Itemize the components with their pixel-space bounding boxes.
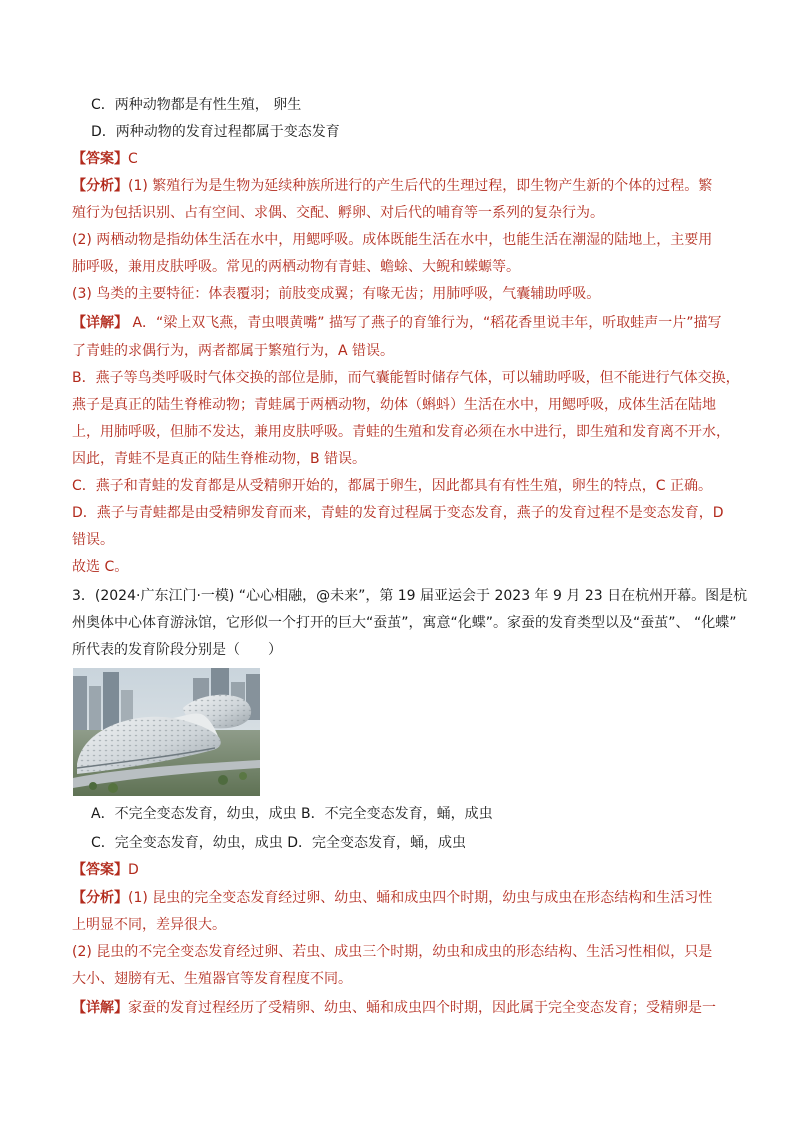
q2-conclusion: 故选 C。	[72, 559, 129, 575]
q2-analysis-3: (3) 鸟类的主要特征：体表覆羽；前肢变成翼；有喙无齿；用肺呼吸，气囊辅助呼吸。	[72, 286, 601, 302]
analysis-text: (1) 昆虫的完全变态发育经过卵、幼虫、蛹和成虫四个时期，幼虫与成虫在形态结构和生活习性	[128, 890, 713, 906]
q3-stem-2: 州奥体中心体育游泳馆，它形似一个打开的巨大“蚕茧”，寓意“化蝶”。家蚕的发育类型以及“蚕茧”、 “化蝶”	[72, 615, 737, 631]
answer-tag: 【答案】	[72, 862, 128, 878]
q3-stem-1: 3．(2024·广东江门·一模) “心心相融，@未来”，第 19 届亚运会于 2023 年 9 月 23 日在杭州开幕。图是杭	[72, 588, 748, 604]
q3-analysis-1b: 上明显不同，差异很大。	[72, 917, 226, 933]
q3-stem-3: 所代表的发育阶段分别是（ ）	[72, 642, 282, 658]
answer-tag: 【答案】	[72, 151, 128, 167]
q2-analysis-1a	[72, 176, 732, 196]
analysis-tag: 【分析】	[72, 178, 128, 194]
q2-detail-a2: 了青蛙的求偶行为，两者都属于繁殖行为，A 错误。	[72, 343, 395, 359]
q2-analysis-2a: (2) 两栖动物是指幼体生活在水中，用鳃呼吸。成体既能生活在水中，也能生活在潮湿的陆地上，主要用	[72, 232, 713, 248]
q2-detail-a1	[72, 313, 732, 333]
answer-value: C	[128, 151, 138, 167]
analysis-text: (1) 繁殖行为是生物为延续种族所进行的产生后代的生理过程，即生物产生新的个体的过程。繁	[128, 178, 713, 194]
q2-answer	[72, 149, 732, 169]
q2-detail-c: C．燕子和青蛙的发育都是从受精卵开始的，都属于卵生，因此都具有有性生殖，卵生的特点，C 正确。	[72, 478, 712, 494]
q3-options-ab: A．不完全变态发育，幼虫，成虫 B．不完全变态发育，蛹，成虫	[91, 806, 493, 822]
q3-analysis-2a: (2) 昆虫的不完全变态发育经过卵、若虫、成虫三个时期，幼虫和成虫的形态结构、生活习性相似，只是	[72, 944, 713, 960]
q2-detail-b4: 因此，青蛙不是真正的陆生脊椎动物，B 错误。	[72, 451, 367, 467]
q3-answer	[72, 860, 732, 880]
q2-detail-b1: B．燕子等鸟类呼吸时气体交换的部位是肺，而气囊能暂时储存气体，可以辅助呼吸，但不能进行气体交换，	[72, 370, 740, 386]
q3-options-cd: C．完全变态发育，幼虫，成虫 D．完全变态发育，蛹，成虫	[91, 835, 467, 851]
q2-detail-b2: 燕子是真正的陆生脊椎动物；青蛙属于两栖动物，幼体（蝌蚪）生活在水中，用鳃呼吸，成体生活在陆地	[72, 397, 716, 413]
analysis-tag: 【分析】	[72, 890, 128, 906]
stadium-photo	[73, 668, 260, 796]
detail-tag: 【详解】	[72, 315, 128, 331]
q2-detail-d1: D．燕子与青蛙都是由受精卵发育而来，青蛙的发育过程属于变态发育，燕子的发育过程不是变态发育，D	[72, 505, 724, 521]
q3-detail-1	[72, 998, 732, 1018]
q2-detail-b3: 上，用肺呼吸，但肺不发达，兼用皮肤呼吸。青蛙的生殖和发育必须在水中进行，即生殖和发育离不开水，	[72, 424, 730, 440]
q2-option-c: C．两种动物都是有性生殖， 卵生	[91, 97, 302, 113]
detail-text: 家蚕的发育过程经历了受精卵、幼虫、蛹和成虫四个时期，因此属于完全变态发育；受精卵是一	[128, 1000, 716, 1016]
q2-analysis-1b: 殖行为包括识别、占有空间、求偶、交配、孵卵、对后代的哺育等一系列的复杂行为。	[72, 205, 604, 221]
q3-analysis-1a	[72, 888, 732, 908]
detail-text: A．“梁上双飞燕，青虫喂黄嘴” 描写了燕子的育雏行为，“稻花香里说丰年，听取蛙声一片”描写	[128, 315, 722, 331]
answer-value: D	[128, 862, 139, 878]
q2-analysis-2b: 肺呼吸，兼用皮肤呼吸。常见的两栖动物有青蛙、蟾蜍、大鲵和蝾螈等。	[72, 259, 520, 275]
q2-option-d: D．两种动物的发育过程都属于变态发育	[91, 124, 340, 140]
q2-detail-d2: 错误。	[72, 532, 114, 548]
q3-analysis-2b: 大小、翅膀有无、生殖器官等发育程度不同。	[72, 971, 352, 987]
detail-tag: 【详解】	[72, 1000, 128, 1016]
